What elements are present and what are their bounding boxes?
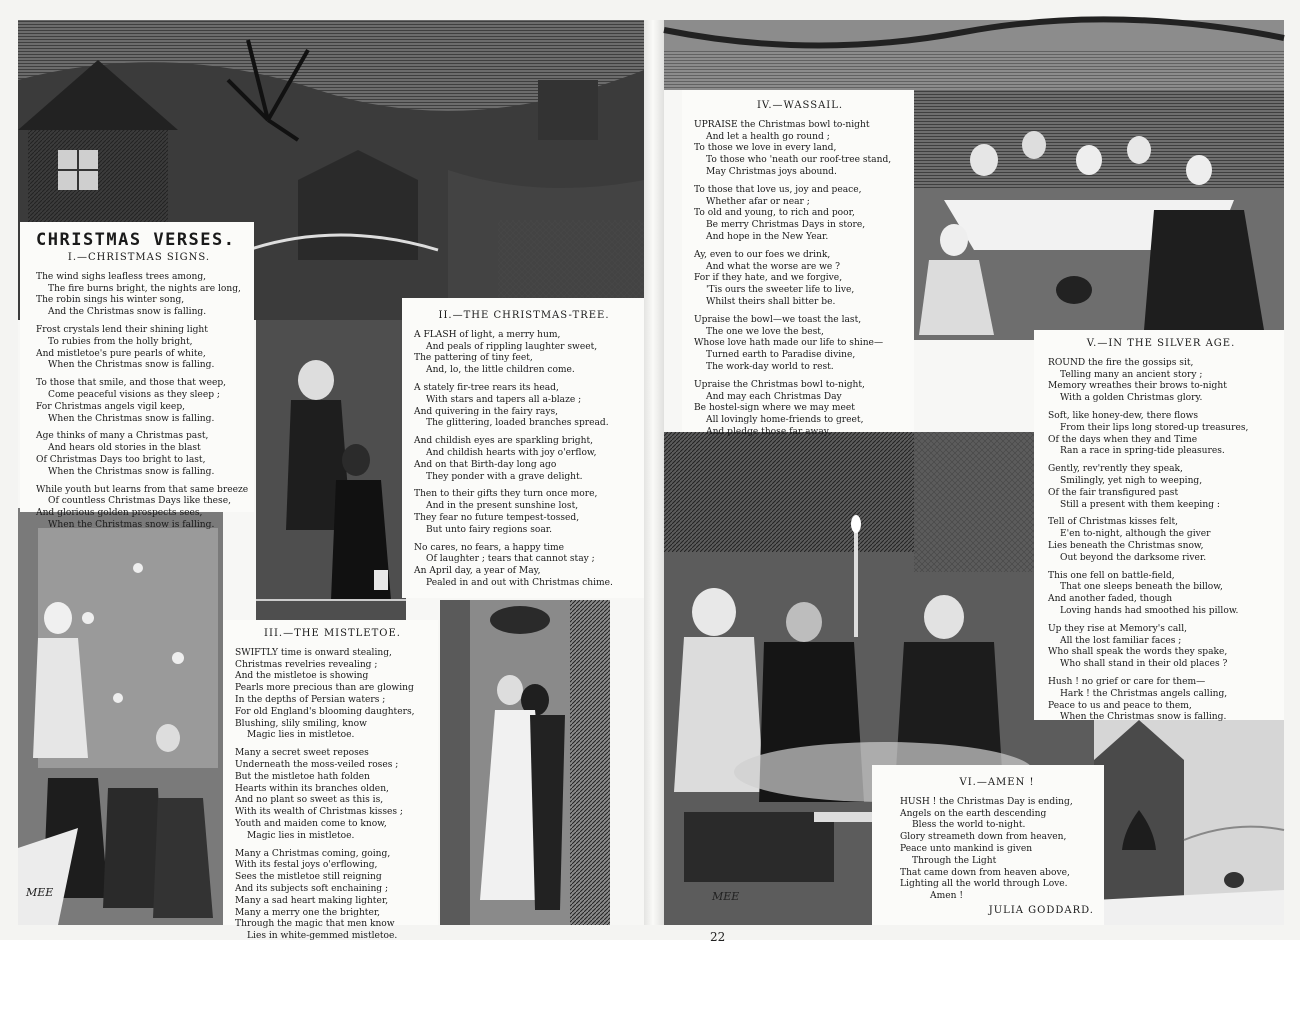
poem-line: Hush ! no grief or care for them—	[1048, 676, 1206, 687]
stanza	[694, 315, 906, 374]
poem-line: Then to their gifts they turn once more,	[414, 489, 598, 500]
poem-line: And hears old stories in the blast	[48, 443, 201, 454]
stanza	[1048, 411, 1274, 458]
poem-wassail	[682, 90, 914, 437]
poem-line: Pealed in and out with Christmas chime.	[426, 577, 613, 588]
poem-line: And pledge those far away.	[706, 426, 831, 437]
stanza	[414, 383, 634, 430]
poem-line: Come peaceful visions as they sleep ;	[48, 389, 220, 400]
poem-line: Hearts within its branches olden,	[235, 783, 389, 794]
poem-line: May Christmas joys abound.	[706, 166, 837, 177]
poem-title: V.—IN THE SILVER AGE.	[1086, 338, 1236, 349]
poem-line: Ran a race in spring-tide pleasures.	[1060, 446, 1225, 457]
poem-line: From their lips long stored-up treasures,	[1060, 422, 1249, 433]
poem-line: Up they rise at Memory's call,	[1048, 623, 1188, 634]
poem-line: Magic lies in mistletoe.	[247, 830, 355, 841]
left-page	[18, 20, 644, 942]
poem-line: A stately fir-tree rears its head,	[414, 382, 559, 393]
poem-line: Lies in white-gemmed mistletoe.	[247, 931, 398, 942]
poem-line: Many a merry one the brighter,	[235, 907, 381, 918]
poem-line: All lovingly home-friends to greet,	[706, 415, 864, 426]
poem-line: With its festal joys o'erflowing,	[235, 860, 378, 871]
poem-line: The one we love the best,	[706, 326, 824, 337]
poem-line: Be hostel-sign where we may meet	[694, 403, 855, 414]
poem-line: And what the worse are we ?	[706, 261, 841, 272]
poem-line: For old England's blooming daughters,	[235, 706, 415, 717]
poem-line: The fire burns bright, the nights are long,	[48, 283, 241, 294]
poem-line: Of the fair transfigured past	[1048, 487, 1179, 498]
poem-line: Memory wreathes their brows to-night	[1048, 381, 1227, 392]
poem-line: And peals of rippling laughter sweet,	[426, 341, 598, 352]
poem-line: With stars and tapers all a-blaze ;	[426, 394, 582, 405]
poem-line: The work-day world to rest.	[706, 361, 834, 372]
poem-line: The glittering, loaded branches spread.	[426, 418, 609, 429]
poem-line: Turned earth to Paradise divine,	[706, 350, 856, 361]
poem-line: Through the magic that men know	[235, 919, 395, 930]
stanza	[1048, 517, 1274, 564]
poem-line: Whose love hath made our life to shine—	[694, 338, 884, 349]
poem-line: The pattering of tiny feet,	[414, 353, 533, 364]
artist-signature: MEE	[26, 886, 54, 899]
poem-line: Bless the world to-night.	[912, 820, 1026, 831]
stanza	[1048, 358, 1274, 405]
stanza	[235, 748, 430, 842]
poem-line: Upraise the bowl—we toast the last,	[694, 314, 862, 325]
poem-title: IV.—WASSAIL.	[756, 100, 844, 111]
poem-line: And in the present sunshine lost,	[426, 501, 579, 512]
poem-line: And another faded, though	[1048, 594, 1173, 605]
poem-line: Pearls more precious than are glowing	[235, 683, 414, 694]
poem-title: II.—THE CHRISTMAS-TREE.	[438, 310, 610, 321]
stanza	[414, 489, 634, 536]
poem-line: Of countless Christmas Days like these,	[48, 496, 231, 507]
stanza	[235, 849, 430, 943]
poem-line: While youth but learns from that same breeze	[36, 484, 249, 495]
poem-line: Still a present with them keeping :	[1060, 499, 1220, 510]
poem-line: Sees the mistletoe still reigning	[235, 872, 382, 883]
stanza	[414, 543, 634, 590]
poem-line: And hope in the New Year.	[706, 231, 829, 242]
stanza	[1048, 624, 1274, 671]
poem-line: And, lo, the little children come.	[426, 365, 575, 376]
poem-line: Of the days when they and Time	[1048, 434, 1198, 445]
poem-line: And let a health go round ;	[706, 131, 830, 142]
poem-line: To those who 'neath our roof-tree stand,	[706, 155, 892, 166]
poem-line: They ponder with a grave delight.	[426, 471, 583, 482]
poem-line: Christmas revelries revealing ;	[235, 659, 378, 670]
poem-line: Of laughter ; tears that cannot stay ;	[426, 554, 595, 565]
poem-line: Underneath the moss-veiled roses ;	[235, 759, 399, 770]
poem-line: They fear no future tempest-tossed,	[414, 512, 580, 523]
stanza	[694, 120, 906, 179]
poem-line: UPRAISE the Christmas bowl to-night	[694, 119, 870, 130]
poem-line: With its wealth of Christmas kisses ;	[235, 807, 403, 818]
poem-line: For if they hate, and we forgive,	[694, 273, 843, 284]
poem-line: And on that Birth-day long ago	[414, 459, 557, 470]
poem-line: When the Christmas snow is falling.	[48, 360, 215, 371]
poem-line: Magic lies in mistletoe.	[247, 730, 355, 741]
poem-line: That came down from heaven above,	[900, 867, 1070, 878]
poem-line: In the depths of Persian waters ;	[235, 694, 386, 705]
poem-line: Through the Light	[912, 855, 997, 866]
stanza	[414, 330, 634, 377]
stanza	[36, 272, 242, 319]
poem-line: Tell of Christmas kisses felt,	[1048, 517, 1179, 528]
stanza	[1048, 464, 1274, 511]
poem-line: For Christmas angels vigil keep,	[36, 401, 186, 412]
stanza	[36, 484, 249, 532]
poem-line: Gently, rev'rently they speak,	[1048, 464, 1183, 475]
author-name: JULIA GODDARD.	[988, 904, 1094, 916]
stanza	[235, 648, 430, 742]
poem-line: And the mistletoe is showing	[235, 671, 369, 682]
poem-line: Whether afar or near ;	[706, 196, 810, 207]
right-page	[664, 20, 1284, 925]
poem-line: Blushing, slily smiling, know	[235, 718, 367, 729]
poem-line: Out beyond the darksome river.	[1060, 552, 1207, 563]
poem-line: And quivering in the fairy rays,	[414, 406, 559, 417]
poem-line: That one sleeps beneath the billow,	[1060, 582, 1223, 593]
poem-line: When the Christmas snow is falling.	[48, 466, 215, 477]
artist-signature-2: MEE	[712, 890, 740, 903]
poem-line: And mistletoe's pure pearls of white,	[36, 348, 206, 359]
poem-line: Lighting all the world through Love.	[900, 879, 1068, 890]
poem-line: And childish eyes are sparkling bright,	[414, 436, 593, 447]
bell-robin-engraving	[1094, 720, 1284, 925]
poem-line: The wind sighs leafless trees among,	[36, 271, 207, 282]
poem-line: Ay, even to our foes we drink,	[694, 249, 831, 260]
poem-christmas-signs	[20, 222, 254, 530]
stanza	[694, 185, 906, 244]
poem-line: Upraise the Christmas bowl to-night,	[694, 379, 865, 390]
poem-line: E'en to-night, although the giver	[1060, 529, 1211, 540]
poem-line: Be merry Christmas Days in store,	[706, 220, 866, 231]
stanza	[36, 325, 242, 372]
poem-line: And the Christmas snow is falling.	[48, 307, 207, 318]
page-number: 22	[710, 930, 726, 944]
poem-amen	[872, 765, 1104, 925]
poem-line: Youth and maiden come to know,	[235, 818, 387, 829]
poem-line: The robin sings his winter song,	[36, 295, 185, 306]
poem-line: But unto fairy regions soar.	[426, 524, 553, 535]
poem-line: Age thinks of many a Christmas past,	[36, 431, 209, 442]
poem-mistletoe	[223, 620, 438, 942]
poem-line: Who shall speak the words they spake,	[1048, 647, 1228, 658]
poem-line: When the Christmas snow is falling.	[1060, 712, 1227, 723]
poem-line: When the Christmas snow is falling.	[48, 519, 215, 530]
poem-line: And its subjects soft enchaining ;	[235, 883, 389, 894]
poem-line: Who shall stand in their old places ?	[1060, 659, 1228, 670]
stanza	[1048, 677, 1274, 724]
poem-line: When the Christmas snow is falling.	[48, 413, 215, 424]
lantern-children-engraving	[256, 320, 406, 620]
poem-line: HUSH ! the Christmas Day is ending,	[900, 796, 1073, 807]
main-title: CHRISTMAS VERSES.	[36, 230, 236, 250]
poem-line: Telling many an ancient story ;	[1060, 369, 1203, 380]
garland-border-engraving	[664, 20, 1284, 90]
poem-title: VI.—AMEN !	[959, 777, 1035, 788]
poem-line: Frost crystals lend their shining light	[36, 324, 208, 335]
poem-line: And no plant so sweet as this is,	[235, 795, 384, 806]
poem-line: With a golden Christmas glory.	[1060, 393, 1203, 404]
poem-line: SWIFTLY time is onward stealing,	[235, 647, 392, 658]
stanza	[36, 431, 242, 478]
poem-line: To those that love us, joy and peace,	[694, 184, 862, 195]
poem-line: No cares, no fears, a happy time	[414, 542, 565, 553]
poem-line: Of Christmas Days too bright to last,	[36, 454, 206, 465]
page-gutter	[644, 20, 664, 925]
poem-line: Many a secret sweet reposes	[235, 748, 369, 759]
stanza	[694, 380, 906, 439]
poem-silver-age	[1034, 330, 1284, 723]
poem-line: Lies beneath the Christmas snow,	[1048, 540, 1204, 551]
poem-title: I.—CHRISTMAS SIGNS.	[67, 252, 211, 263]
poem-christmas-tree	[402, 298, 644, 598]
poem-line: 'Tis ours the sweeter life to live,	[706, 285, 855, 296]
poem-line: Angels on the earth descending	[900, 808, 1047, 819]
poem-line: And may each Christmas Day	[706, 391, 842, 402]
stanza	[36, 378, 242, 425]
poem-line: And childish hearts with joy o'erflow,	[426, 447, 597, 458]
poem-title: III.—THE MISTLETOE.	[264, 628, 401, 639]
poem-line: To those we love in every land,	[694, 143, 837, 154]
stanza	[1048, 571, 1274, 618]
family-table-engraving	[914, 90, 1284, 340]
poem-line: Smilingly, yet nigh to weeping,	[1060, 475, 1203, 486]
poem-line: An April day, a year of May,	[414, 566, 541, 577]
poem-line: Peace unto mankind is given	[900, 843, 1033, 854]
poem-line: All the lost familiar faces ;	[1060, 635, 1182, 646]
stanza	[414, 436, 634, 483]
poem-line: This one fell on battle-field,	[1048, 570, 1175, 581]
poem-closing: Amen !	[930, 891, 963, 902]
poem-line: Peace to us and peace to them,	[1048, 700, 1192, 711]
poem-line: To rubies from the holly bright,	[48, 336, 193, 347]
poem-line: A FLASH of light, a merry hum,	[414, 329, 561, 340]
poem-line: Loving hands had smoothed his pillow.	[1060, 605, 1239, 616]
poem-line: To old and young, to rich and poor,	[694, 208, 855, 219]
poem-line: Whilst theirs shall bitter be.	[706, 296, 836, 307]
poem-line: Hark ! the Christmas angels calling,	[1060, 688, 1228, 699]
stanza	[694, 250, 906, 309]
poem-line: Soft, like honey-dew, there flows	[1048, 410, 1199, 421]
poem-line: Many a Christmas coming, going,	[235, 848, 391, 859]
poem-line: Glory streameth down from heaven,	[900, 832, 1067, 843]
christmas-tree-engraving	[18, 508, 223, 925]
poem-line: ROUND the fire the gossips sit,	[1048, 357, 1194, 368]
mistletoe-couple-engraving	[440, 600, 610, 925]
poem-line: And glorious golden prospects sees,	[36, 508, 203, 519]
poem-line: But the mistletoe hath folden	[235, 771, 370, 782]
poem-line: Many a sad heart making lighter,	[235, 895, 389, 906]
poem-line: To those that smile, and those that weep,	[36, 378, 227, 389]
